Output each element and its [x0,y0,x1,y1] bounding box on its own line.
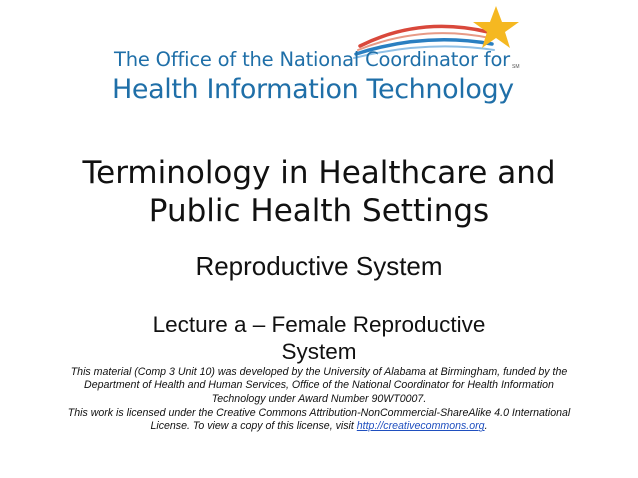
slide-subtitle: Reproductive System [195,251,443,281]
lecture-title [0,311,638,365]
license-period: . [484,420,488,433]
license-text: This work is licensed under the Creative Commons Attribution-NonCommercial-ShareAlike 4.0 International License. To view a copy of this license, visit [67,407,571,433]
onc-logo [110,6,530,106]
license-notice [56,407,582,434]
creative-commons-link[interactable]: http://creativecommons.org [356,420,485,433]
slide-title [0,154,638,230]
funding-credits: This material (Comp 3 Unit 10) was developed by the University of Alabama at Birmingham, funded by the Department of Health and Human Services, Office of the National Coordinator for Health Information Technology under Award Number 90WT0007. [70,366,568,405]
service-mark: SM [512,64,520,70]
title-line-2: Public Health Settings [148,193,490,229]
logo-office-text: The Office of the National Coordinator for [114,48,510,71]
lecture-line-1: Lecture a – Female Reproductive [152,312,486,337]
logo-hit-text: Health Information Technology [112,74,514,105]
lecture-line-2: System [281,339,357,364]
title-line-1: Terminology in Healthcare and [82,155,556,191]
